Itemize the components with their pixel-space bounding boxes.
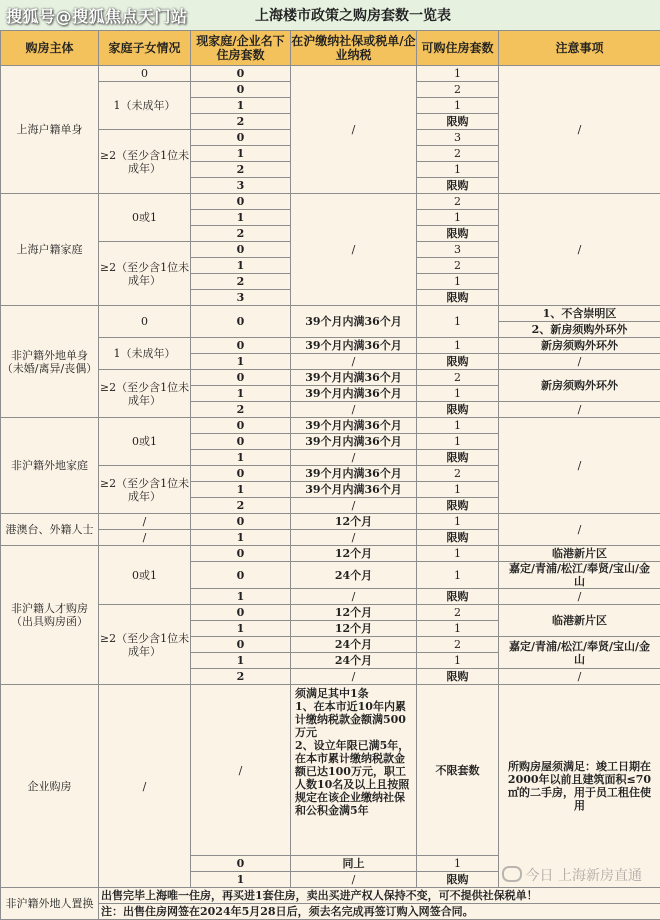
owned-cell: 0 — [191, 370, 291, 386]
social-cell: 12个月 — [291, 621, 417, 637]
kids-cell: 0或1 — [99, 418, 191, 466]
subject-cell: 非沪籍外地单身（未婚/离异/丧偶） — [1, 306, 99, 418]
subject-cell: 非沪籍外地人置换 — [1, 888, 99, 920]
social-cell: 24个月 — [291, 562, 417, 589]
kids-cell: / — [99, 514, 191, 530]
notes-cell: 临港新片区 — [499, 605, 660, 637]
owned-cell: 2 — [191, 274, 291, 290]
allowed-cell: 2 — [417, 82, 499, 98]
owned-cell: 0 — [191, 605, 291, 621]
social-cell: / — [291, 530, 417, 546]
col-header-children: 家庭子女情况 — [99, 31, 191, 66]
allowed-cell: 2 — [417, 637, 499, 653]
table-row — [1, 194, 660, 210]
kids-cell: 0或1 — [99, 194, 191, 242]
notes-cell: / — [499, 402, 660, 418]
table-row — [1, 546, 660, 562]
kids-cell: ≥2（至少含1位未成年） — [99, 605, 191, 685]
subject-cell: 上海户籍家庭 — [1, 194, 99, 306]
kids-cell: 0或1 — [99, 546, 191, 605]
notes-cell: / — [499, 418, 660, 514]
owned-cell: 1 — [191, 872, 291, 888]
allowed-cell: 2 — [417, 605, 499, 621]
owned-cell: 1 — [191, 621, 291, 637]
allowed-cell: 2 — [417, 258, 499, 274]
social-cell: 12个月 — [291, 546, 417, 562]
notes-cell: 新房须购外环外 — [499, 338, 660, 354]
owned-cell: 0 — [191, 637, 291, 653]
allowed-cell: 1 — [417, 210, 499, 226]
owned-cell: 0 — [191, 66, 291, 82]
kids-cell: ≥2（至少含1位未成年） — [99, 370, 191, 418]
allowed-cell: 1 — [417, 856, 499, 872]
kids-cell: ≥2（至少含1位未成年） — [99, 242, 191, 306]
social-cell: / — [291, 354, 417, 370]
allowed-cell: 2 — [417, 194, 499, 210]
owned-cell: 0 — [191, 562, 291, 589]
owned-cell: 1 — [191, 354, 291, 370]
allowed-cell: 限购 — [417, 178, 499, 194]
kids-cell: ≥2（至少含1位未成年） — [99, 130, 191, 194]
allowed-cell: 1 — [417, 562, 499, 589]
social-cell: 24个月 — [291, 637, 417, 653]
social-cell: 同上 — [291, 856, 417, 872]
owned-cell: 2 — [191, 498, 291, 514]
social-cell: / — [291, 589, 417, 605]
allowed-cell: 不限套数 — [417, 685, 499, 856]
exchange-note: 注：出售住房网签在2024年5月28日后，须去名完成再签订购入网签合同。 — [99, 904, 660, 920]
table-row — [1, 306, 660, 322]
col-header-subject: 购房主体 — [1, 31, 99, 66]
enterprise-conditions: 须满足其中1条 1、在本市近10年内累计缴纳税款金额满500万元 2、设立年限已满5年，在本市累计缴纳税款金额已达100万元，职工人数10名及以上且按照规定在该企业缴纳社保和公积金满5年 — [291, 685, 417, 856]
bottom-watermark-text: 今日 上海新房直通 — [526, 868, 642, 884]
social-cell: 12个月 — [291, 514, 417, 530]
kids-cell: 1（未成年） — [99, 338, 191, 370]
owned-cell: 0 — [191, 514, 291, 530]
allowed-cell: 2 — [417, 146, 499, 162]
table-row — [1, 605, 660, 621]
owned-cell: 0 — [191, 546, 291, 562]
col-header-social: 在沪缴纳社保或税单/企业纳税 — [291, 31, 417, 66]
owned-cell: 1 — [191, 653, 291, 669]
table-row — [1, 514, 660, 530]
owned-cell: 1 — [191, 210, 291, 226]
allowed-cell: 1 — [417, 514, 499, 530]
owned-cell: 0 — [191, 434, 291, 450]
owned-cell: 0 — [191, 194, 291, 210]
notes-cell: 所购房屋须满足：竣工日期在2000年以前且建筑面积≤70㎡的二手房，用于员工租住使用 — [499, 685, 660, 888]
col-header-notes: 注意事项 — [499, 31, 660, 66]
owned-cell: 0 — [191, 418, 291, 434]
title-bar — [0, 0, 660, 31]
allowed-cell: 1 — [417, 653, 499, 669]
notes-cell: 2、新房须购外环外 — [499, 322, 660, 338]
notes-cell: 嘉定/青浦/松江/奉贤/宝山/金山 — [499, 637, 660, 669]
owned-cell: 2 — [191, 226, 291, 242]
table-row — [1, 66, 660, 82]
subject-cell: 非沪籍外地家庭 — [1, 418, 99, 514]
allowed-cell: 3 — [417, 242, 499, 258]
notes-cell: 临港新片区 — [499, 546, 660, 562]
subject-cell: 企业购房 — [1, 685, 99, 888]
social-cell: 39个月内满36个月 — [291, 370, 417, 386]
notes-cell: / — [499, 514, 660, 546]
table-row — [1, 338, 660, 354]
social-cell: 39个月内满36个月 — [291, 434, 417, 450]
social-cell: 39个月内满36个月 — [291, 306, 417, 338]
kids-cell: 0 — [99, 306, 191, 338]
social-cell: 24个月 — [291, 653, 417, 669]
social-cell: / — [291, 498, 417, 514]
allowed-cell: 1 — [417, 434, 499, 450]
kids-cell: 1（未成年） — [99, 82, 191, 130]
social-cell: 39个月内满36个月 — [291, 418, 417, 434]
allowed-cell: 1 — [417, 418, 499, 434]
kids-cell: / — [99, 530, 191, 546]
table-row — [1, 370, 660, 386]
allowed-cell: 限购 — [417, 530, 499, 546]
social-cell: 39个月内满36个月 — [291, 386, 417, 402]
subject-cell: 港澳台、外籍人士 — [1, 514, 99, 546]
subject-cell: 上海户籍单身 — [1, 66, 99, 194]
col-header-owned: 现家庭/企业名下住房套数 — [191, 31, 291, 66]
allowed-cell: 限购 — [417, 114, 499, 130]
allowed-cell: 限购 — [417, 872, 499, 888]
table-row — [1, 418, 660, 434]
table-row — [1, 685, 660, 856]
owned-cell: / — [191, 685, 291, 856]
allowed-cell: 1 — [417, 621, 499, 637]
owned-cell: 3 — [191, 178, 291, 194]
allowed-cell: 1 — [417, 386, 499, 402]
social-cell: / — [291, 669, 417, 685]
kids-cell: / — [99, 685, 191, 888]
notes-cell: / — [499, 669, 660, 685]
allowed-cell: 限购 — [417, 589, 499, 605]
allowed-cell: 1 — [417, 338, 499, 354]
allowed-cell: 限购 — [417, 669, 499, 685]
owned-cell: 1 — [191, 450, 291, 466]
watermark-label: 搜狐号@搜狐焦点天门站 — [6, 4, 188, 27]
notes-cell: 嘉定/青浦/松江/奉贤/宝山/金山 — [499, 562, 660, 589]
notes-cell: / — [499, 354, 660, 370]
notes-cell: / — [499, 194, 660, 306]
allowed-cell: 2 — [417, 370, 499, 386]
owned-cell: 1 — [191, 146, 291, 162]
social-cell: 12个月 — [291, 605, 417, 621]
owned-cell: 0 — [191, 856, 291, 872]
social-cell: / — [291, 66, 417, 194]
table-title: 上海楼市政策之购房套数一览表 — [255, 5, 451, 25]
notes-cell: / — [499, 589, 660, 605]
owned-cell: 0 — [191, 338, 291, 354]
social-cell: 39个月内满36个月 — [291, 482, 417, 498]
owned-cell: 1 — [191, 482, 291, 498]
owned-cell: 3 — [191, 290, 291, 306]
owned-cell: 1 — [191, 530, 291, 546]
notes-cell: / — [499, 66, 660, 194]
bottom-watermark — [502, 865, 642, 885]
subject-cell: 非沪籍人才购房（出具购房函） — [1, 546, 99, 685]
owned-cell: 0 — [191, 242, 291, 258]
owned-cell: 0 — [191, 306, 291, 338]
allowed-cell: 限购 — [417, 354, 499, 370]
social-cell: 39个月内满36个月 — [291, 338, 417, 354]
notes-cell: 新房须购外环外 — [499, 370, 660, 402]
allowed-cell: 1 — [417, 162, 499, 178]
allowed-cell: 限购 — [417, 226, 499, 242]
allowed-cell: 1 — [417, 482, 499, 498]
allowed-cell: 1 — [417, 306, 499, 338]
allowed-cell: 限购 — [417, 450, 499, 466]
header-row — [1, 31, 660, 66]
col-header-allowed: 可购住房套数 — [417, 31, 499, 66]
allowed-cell: 1 — [417, 66, 499, 82]
allowed-cell: 1 — [417, 274, 499, 290]
owned-cell: 1 — [191, 589, 291, 605]
social-cell: / — [291, 450, 417, 466]
policy-table — [0, 30, 660, 920]
allowed-cell: 限购 — [417, 290, 499, 306]
owned-cell: 2 — [191, 669, 291, 685]
table-row — [1, 904, 660, 920]
allowed-cell: 1 — [417, 546, 499, 562]
allowed-cell: 限购 — [417, 498, 499, 514]
kids-cell: ≥2（至少含1位未成年） — [99, 466, 191, 514]
owned-cell: 0 — [191, 130, 291, 146]
owned-cell: 1 — [191, 386, 291, 402]
allowed-cell: 1 — [417, 98, 499, 114]
owned-cell: 2 — [191, 402, 291, 418]
social-cell: 39个月内满36个月 — [291, 466, 417, 482]
owned-cell: 0 — [191, 82, 291, 98]
table-row — [1, 888, 660, 904]
social-cell: / — [291, 194, 417, 306]
notes-cell: 1、不含崇明区 — [499, 306, 660, 322]
owned-cell: 2 — [191, 114, 291, 130]
owned-cell: 2 — [191, 162, 291, 178]
allowed-cell: 限购 — [417, 402, 499, 418]
owned-cell: 1 — [191, 98, 291, 114]
allowed-cell: 2 — [417, 466, 499, 482]
exchange-rule: 出售完毕上海唯一住房，再买进1套住房，卖出买进产权人保持不变，可不提供社保税单！ — [99, 888, 660, 904]
logo-icon — [502, 866, 522, 882]
allowed-cell: 3 — [417, 130, 499, 146]
social-cell: / — [291, 872, 417, 888]
owned-cell: 0 — [191, 466, 291, 482]
social-cell: / — [291, 402, 417, 418]
kids-cell: 0 — [99, 66, 191, 82]
owned-cell: 1 — [191, 258, 291, 274]
